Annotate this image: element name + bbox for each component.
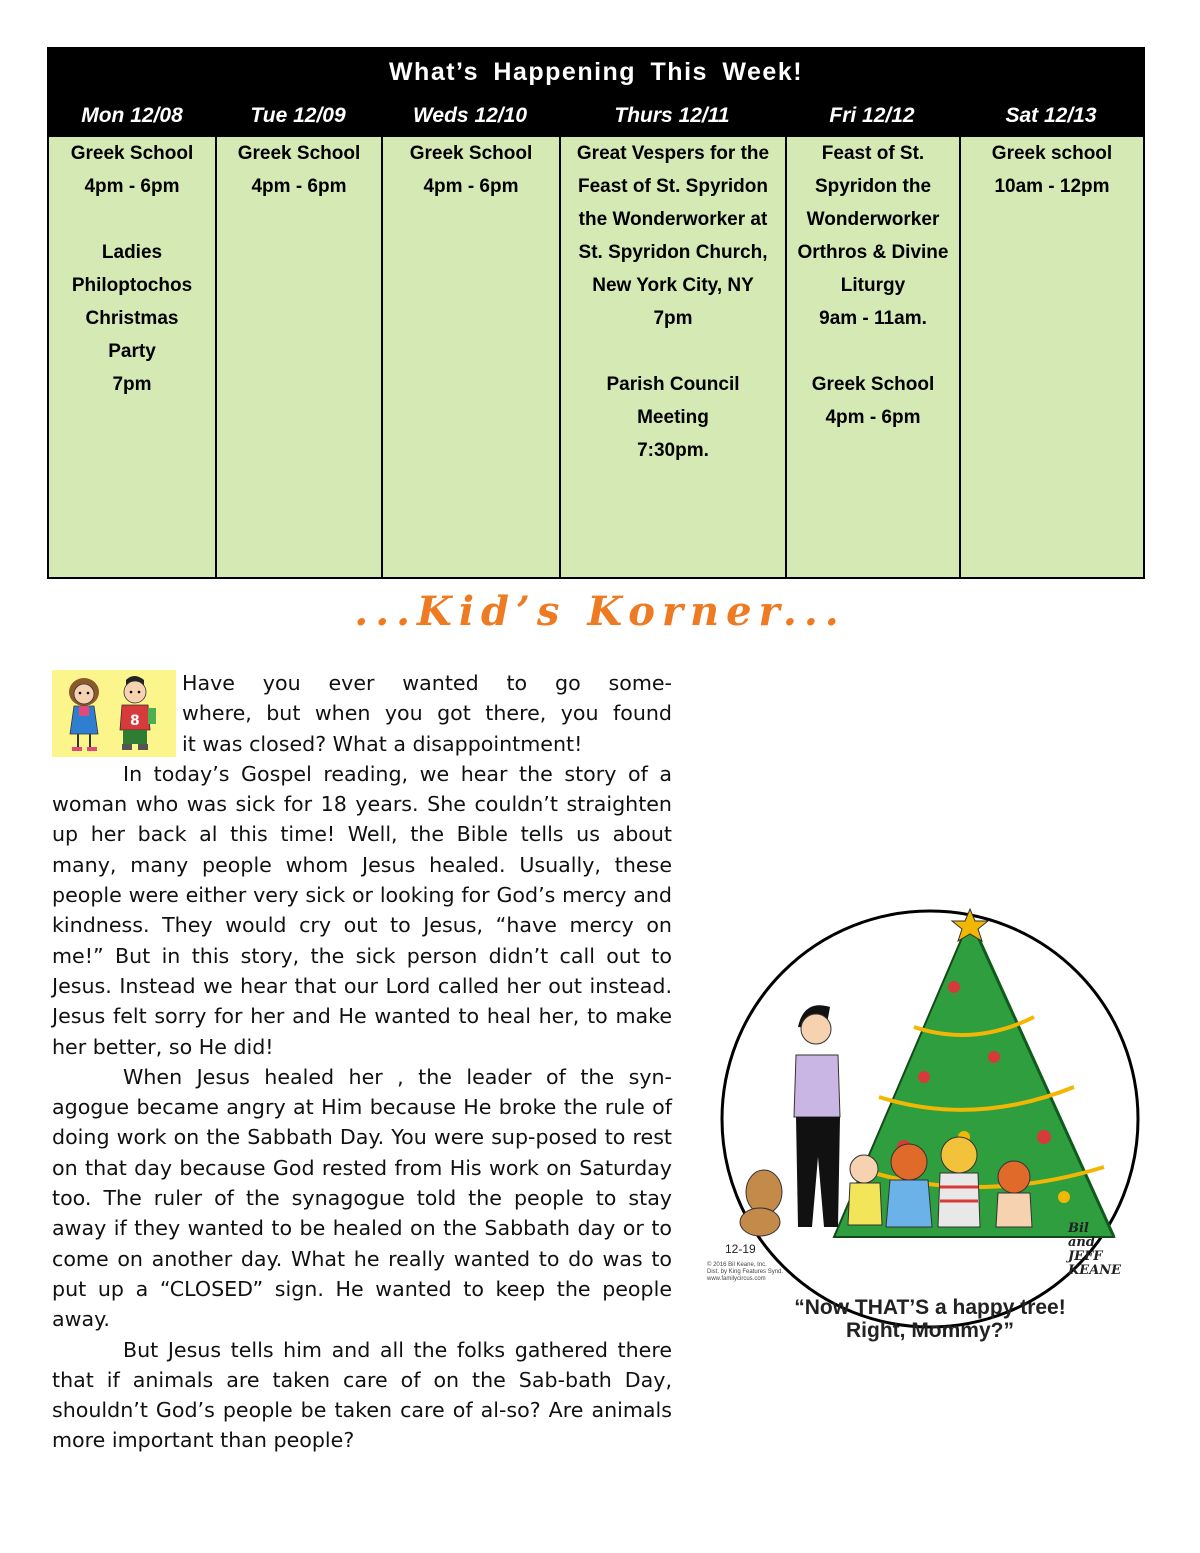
kids-korner-article xyxy=(52,668,672,1456)
day-header-thu: Thurs 12/11 xyxy=(614,104,730,127)
schedule-entry-line: 9am - 11am. xyxy=(819,308,927,329)
kids-korner-title: ...Kid’s Korner... xyxy=(354,588,846,635)
article-paragraph-3: When Jesus healed her , the leader of the syn-agogue became angry at Him because He broke the rule of doing work on the Sabbath Day. You were sup-posed to rest on that day because God rested from His work on Saturday too. The ruler of the synagogue told the people to stay away if they wanted to be healed on the Sabbath day or to come on another day. What he really wanted to do was to put up a “CLOSED” sign. He wanted to keep the people away. xyxy=(52,1064,672,1332)
schedule-entry-line: 4pm - 6pm xyxy=(423,176,519,197)
day-header-fri: Fri 12/12 xyxy=(829,104,915,127)
schedule-body xyxy=(49,137,1143,579)
svg-text:8: 8 xyxy=(130,713,140,729)
article-line: it was closed? What a disappointment! xyxy=(182,731,583,756)
schedule-entry-line: 4pm - 6pm xyxy=(251,176,347,197)
cell-spacer xyxy=(49,203,215,236)
cartoon-caption-line: “Now THAT’S a happy tree! xyxy=(794,1296,1066,1319)
schedule-entry-line: Feast of St. xyxy=(821,143,925,164)
day-cell-tue xyxy=(215,137,381,579)
schedule-entry-line: 4pm - 6pm xyxy=(84,176,180,197)
schedule-entry-line: Parish Council xyxy=(606,374,740,395)
cartoon-signature xyxy=(1068,1222,1121,1278)
schedule-title: What’s Happening This Week! xyxy=(49,49,1143,95)
cartoon-caption-line: Right, Mommy?” xyxy=(846,1319,1014,1342)
schedule-entry-line: Orthros & Divine xyxy=(797,242,949,263)
day-header-wed: Weds 12/10 xyxy=(412,104,527,127)
cartoon-credit-line: www.familycircus.com xyxy=(707,1276,766,1282)
article-line: Have you ever wanted to go some- xyxy=(182,671,672,695)
day-cell-wed xyxy=(381,137,559,579)
schedule-entry-line: Greek School xyxy=(70,143,194,164)
schedule-entry-line: Ladies xyxy=(101,242,163,263)
article-paragraph-1 xyxy=(52,668,672,759)
cartoon-credit-line: © 2016 Bil Keane, Inc. xyxy=(707,1262,767,1268)
schedule-entry-line: Great Vespers for the xyxy=(576,143,770,164)
schedule-entry-line: Wonderworker xyxy=(806,209,940,230)
cell-spacer xyxy=(561,335,785,368)
schedule-entry-line: Feast of St. Spyridon xyxy=(577,176,769,197)
day-cell-fri xyxy=(785,137,959,579)
schedule-entry-line: the Wonderworker at xyxy=(578,209,768,230)
schedule-entry-line: Greek school xyxy=(991,143,1113,164)
schedule-entry-line: 7pm xyxy=(112,374,152,395)
schedule-entry-line: St. Spyridon Church, xyxy=(578,242,768,263)
schedule-entry-line: Party xyxy=(108,341,156,362)
cartoon-signature-line: KEANE xyxy=(1068,1263,1122,1278)
schedule-entry-line: Christmas xyxy=(85,308,179,329)
article-line: where, but when you got there, you found xyxy=(182,701,672,726)
cartoon-signature-line: and xyxy=(1068,1235,1095,1250)
cartoon-date: 12-19 xyxy=(725,1242,756,1256)
day-cell-sat xyxy=(959,137,1143,579)
schedule-entry-line: 4pm - 6pm xyxy=(825,407,921,428)
cartoon-signature-line: JEFF xyxy=(1068,1249,1103,1264)
schedule-entry-line: Liturgy xyxy=(840,275,906,296)
schedule-entry-line: Spyridon the xyxy=(814,176,932,197)
schedule-day-headers xyxy=(49,95,1143,137)
schedule-entry-line: Greek School xyxy=(409,143,533,164)
schedule-entry-line: 7pm xyxy=(653,308,693,329)
article-paragraph-4: But Jesus tells him and all the folks gathered there that if animals are taken care of on the Sab-bath Day, shouldn’t God’s people be taken care of al-so? Are animals more important than people? xyxy=(52,1337,672,1453)
schedule-entry-line: New York City, NY xyxy=(592,275,754,296)
weekly-schedule xyxy=(47,47,1145,579)
day-header-tue: Tue 12/09 xyxy=(250,104,346,127)
cartoon-signature-line: Bil xyxy=(1068,1221,1089,1236)
cell-spacer xyxy=(787,335,959,368)
schedule-entry-line: Philoptochos xyxy=(71,275,193,296)
cartoon-credit xyxy=(707,1262,783,1283)
day-cell-thu xyxy=(559,137,785,579)
day-header-sat: Sat 12/13 xyxy=(1005,104,1097,127)
day-cell-mon xyxy=(49,137,215,579)
cartoon-credit-line: Dist. by King Features Synd. xyxy=(707,1269,784,1275)
article-paragraph-2: In today’s Gospel reading, we hear the story of a woman who was sick for 18 years. She couldn’t straighten up her back al this time! Well, the Bible tells us about many, many people whom Jesus healed. Usually, these people were either very sick or looking for God’s mercy and kindness. They would cry out to Jesus, “have mercy on me!” But in this story, the sick person didn’t call out to Jesus. Instead we hear that our Lord called her out instead. Jesus felt sorry for her and He wanted to heal her, to make her better, so He did! xyxy=(52,761,672,1059)
schedule-entry-line: Greek School xyxy=(811,374,935,395)
schedule-entry-line: 10am - 12pm xyxy=(994,176,1110,197)
cartoon-caption xyxy=(714,1296,1146,1342)
schedule-entry-line: Meeting xyxy=(637,407,709,428)
schedule-entry-line: 7:30pm. xyxy=(637,440,709,461)
day-header-mon: Mon 12/08 xyxy=(81,104,183,127)
schedule-entry-line: Greek School xyxy=(237,143,361,164)
